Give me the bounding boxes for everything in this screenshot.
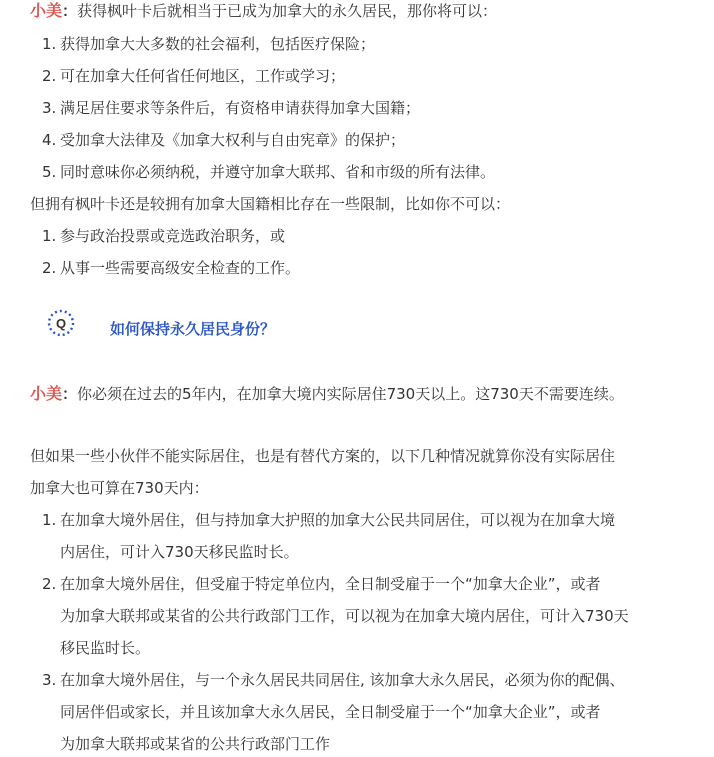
- list-item: 1. 参与政治投票或竞选政治职务，或: [42, 227, 286, 245]
- list-item: 3. 满足居住要求等条件后，有资格申请获得加拿大国籍；: [42, 99, 421, 117]
- q-icon-letter: Q: [55, 316, 67, 331]
- question-title: 如何保持永久居民身份？: [110, 320, 276, 338]
- answer-paragraph: 小美：你必须在过去的5年内，在加拿大境内实际居住730天以上。这730天不需要连续。: [30, 384, 624, 403]
- list-item: 4. 受加拿大法律及《加拿大权利与自由宪章》的保护；: [42, 131, 406, 149]
- answer-text: 你必须在过去的5年内，在加拿大境内实际居住730天以上。这730天不需要连续。: [77, 385, 624, 403]
- list-item: 2. 可在加拿大任何省任何地区，工作或学习；: [42, 67, 346, 85]
- q-dotted-circle-icon: [46, 308, 76, 338]
- intro-paragraph: 小美：获得枫叶卡后就相当于已成为加拿大的永久居民，那你将可以：: [30, 1, 498, 20]
- limit-intro: 但拥有枫叶卡还是较拥有加拿大国籍相比存在一些限制，比如你不可以：: [30, 195, 511, 213]
- list-item: 1. 在加拿大境外居住，但与持加拿大护照的加拿大公民共同居住，可以视为在加拿大境: [42, 511, 616, 529]
- alt-intro-line: 但如果一些小伙伴不能实际居住，也是有替代方案的，以下几种情况就算你没有实际居住: [30, 447, 616, 465]
- speaker-name: 小美: [30, 1, 63, 20]
- alt-intro-line: 加拿大也可算在730天内：: [30, 479, 209, 497]
- list-item-continuation: 移民监时长。: [60, 639, 151, 657]
- list-item-continuation: 同居伴侣或家长，并且该加拿大永久居民，全日制受雇于一个“加拿大企业”，或者: [60, 703, 601, 721]
- list-item-continuation: 为加拿大联邦或某省的公共行政部门工作: [60, 735, 331, 753]
- list-item: 1. 获得加拿大大多数的社会福利，包括医疗保险；: [42, 35, 376, 53]
- intro-text: 获得枫叶卡后就相当于已成为加拿大的永久居民，那你将可以：: [77, 2, 498, 20]
- list-item-continuation: 为加拿大联邦或某省的公共行政部门工作，可以视为在加拿大境内居住，可计入730天: [60, 607, 629, 625]
- speaker-name: 小美: [30, 384, 63, 403]
- list-item: 5. 同时意味你必须纳税，并遵守加拿大联邦、省和市级的所有法律。: [42, 163, 496, 181]
- list-item: 2. 从事一些需要高级安全检查的工作。: [42, 259, 301, 277]
- list-item: 3. 在加拿大境外居住，与一个永久居民共同居住, 该加拿大永久居民，必须为你的配偶、: [42, 671, 625, 689]
- list-item: 2. 在加拿大境外居住，但受雇于特定单位内，全日制受雇于一个“加拿大企业”，或者: [42, 575, 601, 593]
- list-item-continuation: 内居住，可计入730天移民监时长。: [60, 543, 299, 561]
